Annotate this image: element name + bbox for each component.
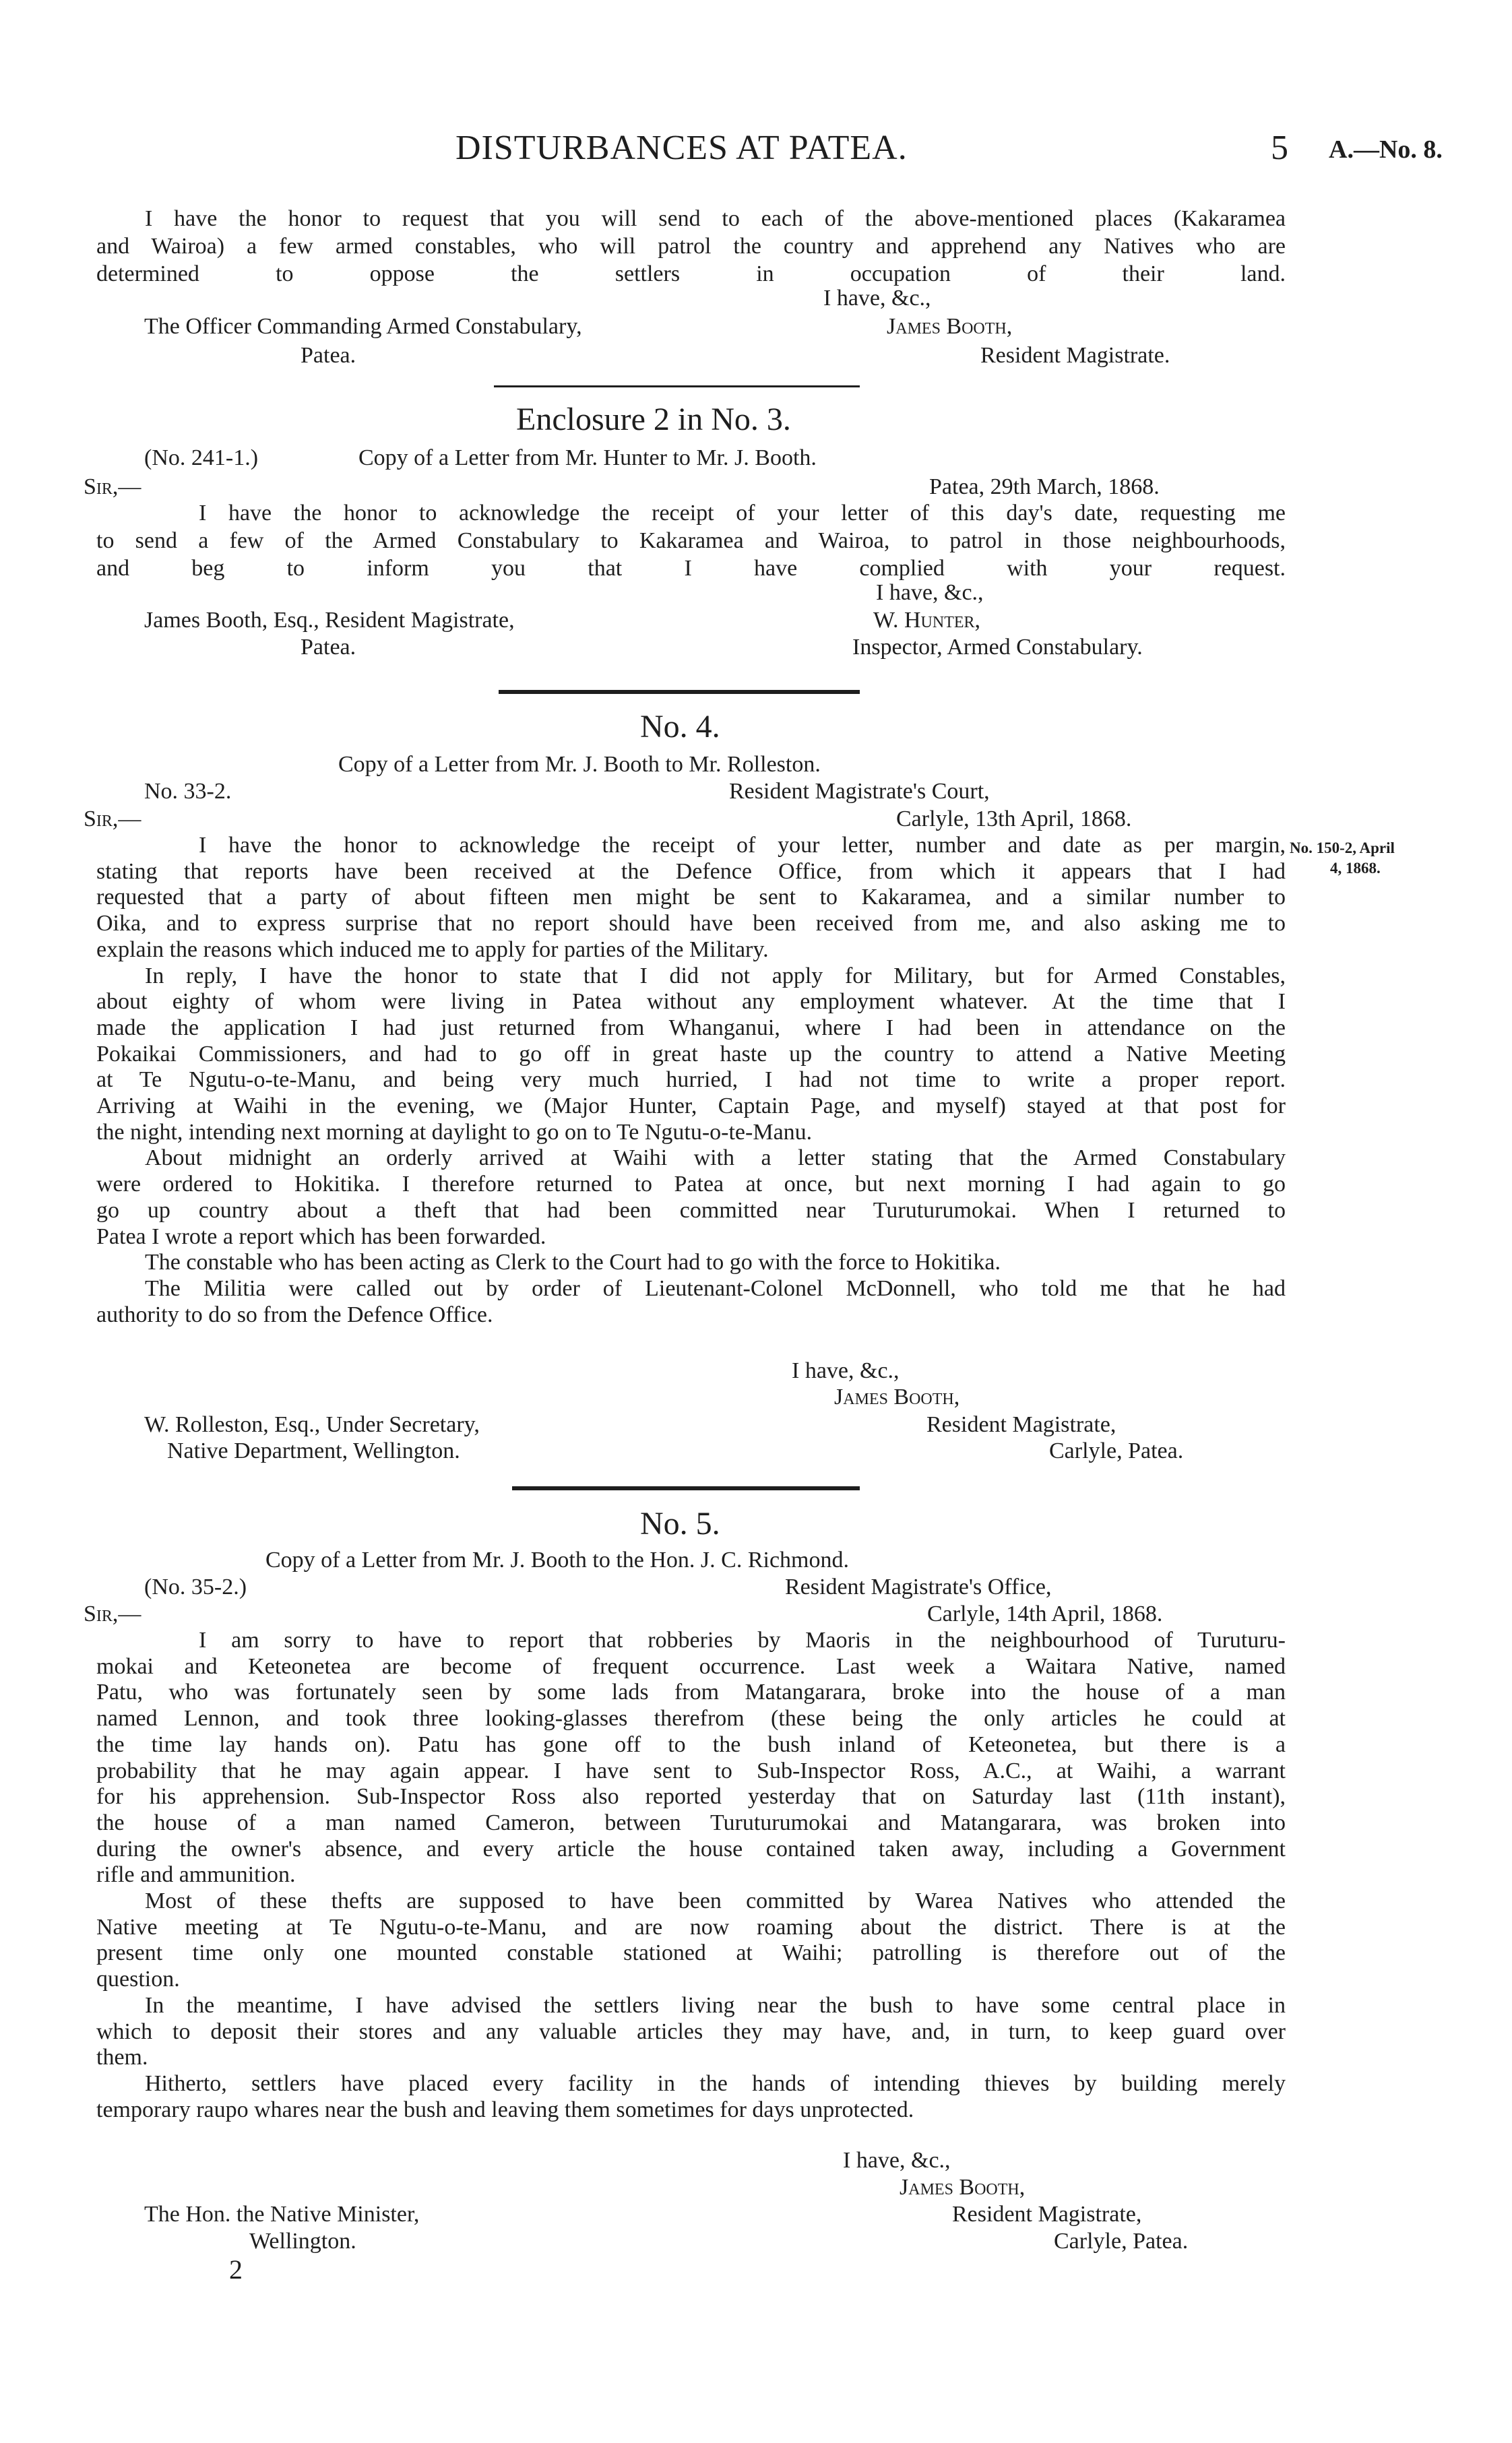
letter-subheading: Copy of a Letter from Mr. J. Booth to Mr. Rolleston. [338,752,821,777]
text-line: and beg to inform you that I have complied with your request. [96,555,1286,581]
office-line: Resident Magistrate's Court, [729,779,990,804]
addressee-line-1: James Booth, Esq., Resident Magistrate, [144,608,515,633]
signer-title: Resident Magistrate, [952,2202,1142,2227]
dateline: Patea, 29th March, 1868. [929,474,1160,499]
reference-number: (No. 35-2.) [144,1575,247,1599]
reference-number: No. 33-2. [144,779,232,804]
addressee-line-2: Patea. [301,635,356,660]
signer-place: Carlyle, Patea. [1054,2229,1189,2254]
text-line: temporary raupo whares near the bush and leaving them sometimes for days unprotected. [96,2097,914,2122]
signer-name: W. Hunter, [873,608,981,633]
margin-note-line: No. 150-2, April [1290,839,1395,856]
closing: I have, &c., [843,2148,951,2173]
letter-body [96,1628,1286,2123]
letter-body [96,500,1286,582]
text-line: named Lennon, and took three looking-glasses therefrom (these being the only articles he could at [96,1706,1286,1732]
text-line: authority to do so from the Defence Office. [96,1302,493,1327]
text-line: The Militia were called out by order of Lieutenant-Colonel McDonnell, who told me that he had [145,1275,1286,1301]
paragraph [96,2071,1286,2123]
text-line: during the owner's absence, and every article the house contained taken away, including a Government [96,1836,1286,1862]
closing: I have, &c., [823,286,931,311]
salutation: Sir,— [84,474,141,499]
text-line: the night, intending next morning at daylight to go on to Te Ngutu-o-te-Manu. [96,1119,813,1145]
running-title: DISTURBANCES AT PATEA. [455,129,908,167]
addressee-line-2: Patea. [301,343,356,368]
closing: I have, &c., [876,580,984,605]
paragraph [96,1993,1286,2071]
letter-subheading: Copy of a Letter from Mr. J. Booth to the Hon. J. C. Richmond. [265,1548,849,1573]
margin-note-line: 4, 1868. [1330,860,1381,877]
text-line: to send a few of the Armed Constabulary to Kakaramea and Wairoa, to patrol in those neighbourhoods, [96,528,1286,553]
addressee-line-1: The Officer Commanding Armed Constabulary, [144,314,582,339]
addressee-line-2: Native Department, Wellington. [167,1438,460,1463]
paragraph [96,1276,1286,1328]
text-line: About midnight an orderly arrived at Waihi with a letter stating that the Armed Constabulary [145,1145,1286,1171]
text-line: Hitherto, settlers have placed every facility in the hands of intending thieves by building merely [145,2070,1286,2096]
text-line: I have the honor to request that you will send to each of the above-mentioned places (Kakaramea [145,206,1286,231]
section-rule-heavy [512,1486,860,1490]
salutation: Sir,— [84,806,141,831]
text-line: which to deposit their stores and any valuable articles they may have, and, in turn, to keep guard over [96,2019,1286,2044]
text-line: and Wairoa) a few armed constables, who will patrol the country and apprehend any Natives who are [96,233,1286,259]
text-line: probability that he may again appear. I have sent to Sub-Inspector Ross, A.C., at Waihi, a warrant [96,1758,1286,1783]
closing: I have, &c., [792,1358,900,1383]
signer-title: Inspector, Armed Constabulary. [852,635,1143,660]
section-heading: No. 5. [640,1506,720,1542]
text-line: for his apprehension. Sub-Inspector Ross also reported yesterday that on Saturday last (11th instant), [96,1784,1286,1810]
text-line: requested that a party of about fifteen men might be sent to Kakaramea, and a similar number to [96,885,1286,910]
section-rule [494,385,860,387]
text-line: In reply, I have the honor to state that I did not apply for Military, but for Armed Constables, [145,963,1286,988]
paragraph [96,963,1286,1146]
text-line: Most of these thefts are supposed to have been committed by Warea Natives who attended the [145,1889,1286,1914]
paragraph [96,1145,1286,1250]
text-line: I have the honor to acknowledge the receipt of your letter of this day's date, requesting me [199,501,1286,526]
signer-place: Carlyle, Patea. [1049,1438,1184,1463]
signer-name: James Booth, [834,1385,960,1409]
paragraph [96,1250,1286,1276]
text-line: I have the honor to acknowledge the receipt of your letter, number and date as per margin, [199,833,1286,858]
text-line: at Te Ngutu-o-te-Manu, and being very much hurried, I had not time to write a proper report. [96,1067,1286,1093]
margin-note [1290,838,1395,879]
salutation: Sir,— [84,1601,141,1626]
text-line: The constable who has been acting as Clerk to the Court had to go with the force to Hokitika. [145,1250,1001,1275]
text-line: Oika, and to express surprise that no report should have been received from me, and also asking me to [96,911,1286,937]
text-line: were ordered to Hokitika. I therefore returned to Patea at once, but next morning I had again to go [96,1172,1286,1197]
addressee-line-2: Wellington. [249,2229,356,2254]
signer-title: Resident Magistrate. [980,343,1170,368]
text-line: made the application I had just returned from Whanganui, where I had been in attendance on the [96,1015,1286,1040]
addressee-line-1: W. Rolleston, Esq., Under Secretary, [144,1412,480,1437]
text-line: I am sorry to have to report that robberies by Maoris in the neighbourhood of Turuturu- [199,1628,1286,1653]
text-line: explain the reasons which induced me to apply for parties of the Military. [96,937,769,962]
text-line: the house of a man named Cameron, between Turuturumokai and Matangarara, was broken into [96,1810,1286,1835]
document-reference: A.—No. 8. [1329,135,1443,164]
letter-subheading: Copy of a Letter from Mr. Hunter to Mr. J. Booth. [358,445,817,470]
text-line: present time only one mounted constable stationed at Waihi; patrolling is therefore out of the [96,1940,1286,1966]
text-line: Patea I wrote a report which has been forwarded. [96,1224,546,1249]
signer-name: James Booth, [887,314,1013,339]
text-line: question. [96,1967,180,1992]
text-line: the time lay hands on). Patu has gone off to the bush inland of Keteonetea, but there is a [96,1732,1286,1757]
paragraph [96,1628,1286,1889]
signer-name: James Booth, [900,2175,1026,2200]
text-line: mokai and Keteonetea are become of frequent occurrence. Last week a Waitara Native, named [96,1653,1286,1679]
section-heading: No. 4. [640,709,720,744]
text-line: determined to oppose the settlers in occupation of their land. [96,261,1286,286]
text-line: Native meeting at Te Ngutu-o-te-Manu, and are now roaming about the district. There is at the [96,1914,1286,1940]
letter-body [96,833,1286,1328]
paragraph [96,833,1286,963]
addressee-line-1: The Hon. the Native Minister, [144,2202,420,2227]
text-line: Patu, who was fortunately seen by some lads from Matangarara, broke into the house of a man [96,1680,1286,1705]
signer-title: Resident Magistrate, [926,1412,1116,1437]
signature-mark: 2 [229,2254,243,2285]
text-line: stating that reports have been received at the Defence Office, from which it appears that I had [96,858,1286,884]
dateline: Carlyle, 14th April, 1868. [927,1601,1163,1626]
paragraph [96,1889,1286,1993]
page-number: 5 [1271,129,1289,167]
text-line: Arriving at Waihi in the evening, we (Major Hunter, Captain Page, and myself) stayed at that post for [96,1093,1286,1119]
text-line: rifle and ammunition. [96,1862,296,1888]
text-line: about eighty of whom were living in Patea without any employment whatever. At the time that I [96,989,1286,1015]
text-line: go up country about a theft that had been committed near Turuturumokai. When I returned to [96,1197,1286,1223]
text-line: In the meantime, I have advised the settlers living near the bush to have some central place in [145,1992,1286,2018]
text-line: them. [96,2045,148,2070]
office-line: Resident Magistrate's Office, [785,1575,1052,1599]
opening-paragraph [96,205,1286,288]
reference-number: (No. 241-1.) [144,445,259,470]
section-rule-heavy [499,690,860,694]
text-line: Pokaikai Commissioners, and had to go off in great haste up the country to attend a Native Meeting [96,1041,1286,1067]
section-heading: Enclosure 2 in No. 3. [516,402,791,437]
dateline: Carlyle, 13th April, 1868. [896,806,1132,831]
